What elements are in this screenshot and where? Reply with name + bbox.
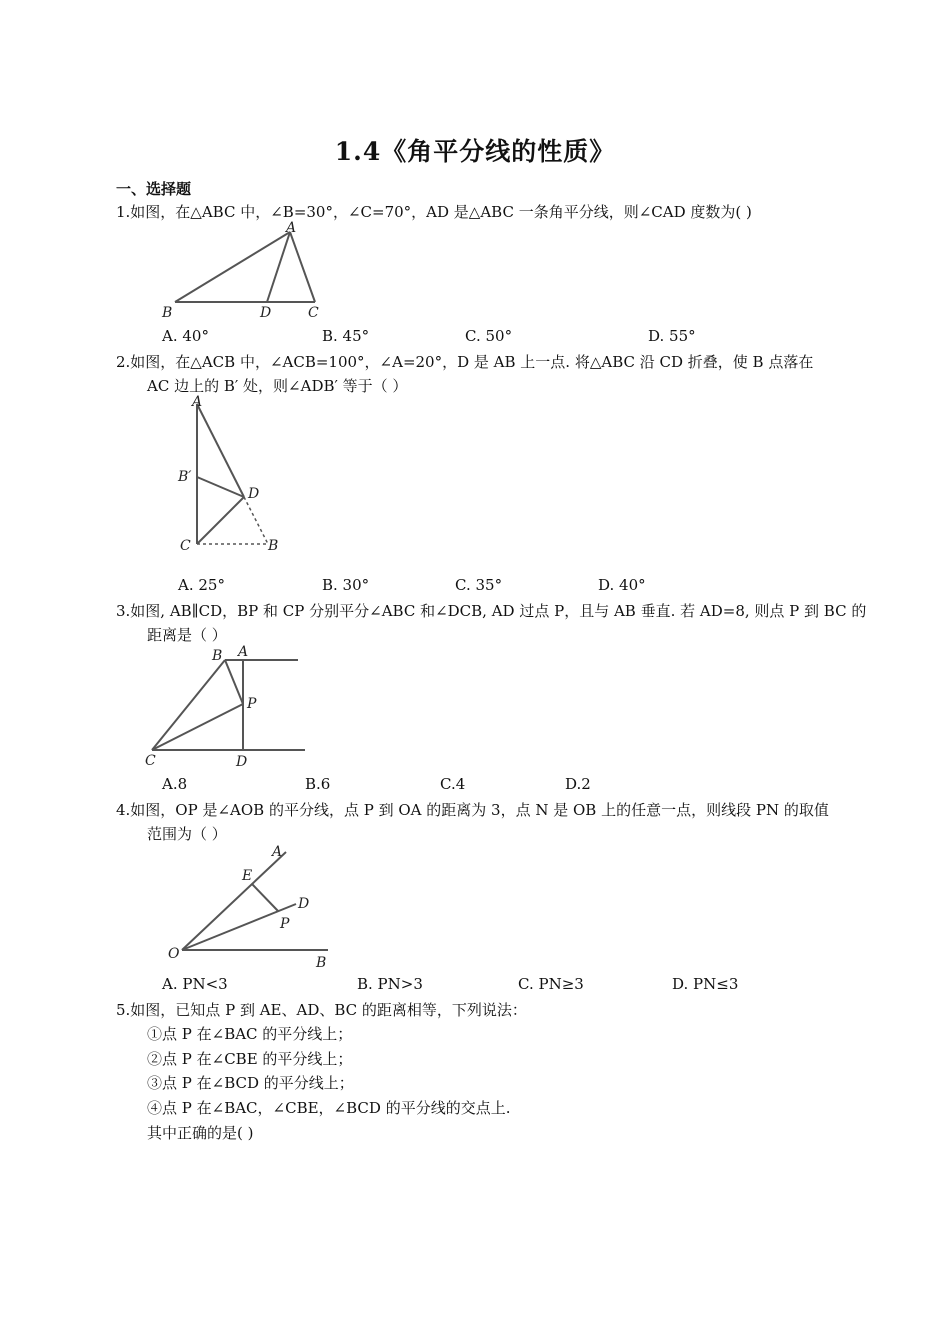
q3-label-d: D [236,754,248,770]
q2-option-a: A. 25° [178,576,225,594]
q4-option-a: A. PN<3 [162,975,228,993]
q3-figure [140,642,310,770]
q1-text: 1.如图，在△ABC 中，∠B=30°，∠C=70°，AD 是△ABC 一条角平分线，则∠CAD 度数为( ) [116,203,752,221]
q3-label-b: B [212,648,223,664]
page-title: 1.4《角平分线的性质》 [334,137,616,166]
q3-text-line2: 距离是（ ） [147,626,227,644]
q2-figure [170,392,290,562]
q2-text-line1: 2.如图，在△ACB 中，∠ACB=100°，∠A=20°，D 是 AB 上一点. 将△ABC 沿 CD 折叠，使 B 点落在 [116,353,814,371]
q4-text-line2: 范围为（ ） [147,825,227,843]
q5-statement-2: ②点 P 在∠CBE 的平分线上； [147,1050,353,1068]
q4-text-line1: 4.如图，OP 是∠AOB 的平分线，点 P 到 OA 的距离为 3，点 N 是 OB 上的任意一点，则线段 PN 的取值 [116,801,829,819]
q4-option-d: D. PN≤3 [672,975,739,993]
q2-text-line2: AC 边上的 B′ 处，则∠ADB′ 等于（ ） [147,377,408,395]
q5-statement-1: ①点 P 在∠BAC 的平分线上； [147,1025,353,1043]
q1-label-a: A [286,220,297,236]
q4-perpendicular-pe [252,884,278,911]
q2-segment-bpd [197,477,244,497]
q2-label-bprime: B′ [178,469,192,485]
q3-label-c: C [145,753,156,769]
q4-label-o: O [168,946,180,962]
q4-figure [160,840,340,972]
q3-label-p: P [247,696,257,712]
q1-option-a: A. 40° [162,327,209,345]
q1-option-d: D. 55° [648,327,696,345]
q2-option-d: D. 40° [598,576,646,594]
q1-label-c: C [308,305,319,321]
q1-option-c: C. 50° [465,327,513,345]
q1-figure [150,220,330,325]
q3-option-d: D.2 [565,775,591,793]
section-heading: 一、选择题 [116,180,192,198]
q4-label-e: E [242,868,253,884]
q4-label-p: P [280,916,290,932]
q4-ray-oa [182,852,286,950]
q2-dashed-db [244,497,268,544]
q3-segment-bp [225,660,243,704]
q1-side-ab [175,232,290,302]
q2-option-c: C. 35° [455,576,503,594]
q4-option-b: B. PN>3 [357,975,423,993]
q2-fold-cd [197,497,244,544]
q3-segment-bc [152,660,225,750]
q2-label-d: D [248,486,260,502]
q5-statement-3: ③点 P 在∠BCD 的平分线上； [147,1074,354,1092]
q3-option-b: B.6 [305,775,331,793]
q2-label-b: B [268,538,279,554]
q1-bisector-ad [267,232,290,302]
q3-segment-cp [152,704,243,750]
q2-segment-ad [197,404,244,497]
q5-question: 其中正确的是( ) [147,1124,254,1142]
q3-label-a: A [238,644,249,660]
q1-side-ac [290,232,315,302]
q5-statement-4: ④点 P 在∠BAC，∠CBE，∠BCD 的平分线的交点上. [147,1099,511,1117]
q2-label-a: A [192,394,203,410]
q3-option-a: A.8 [162,775,188,793]
q4-label-d: D [298,896,310,912]
q4-option-c: C. PN≥3 [518,975,584,993]
q3-option-c: C.4 [440,775,466,793]
q2-label-c: C [180,538,191,554]
q1-option-b: B. 45° [322,327,370,345]
q1-label-b: B [162,305,173,321]
q4-label-a: A [272,844,283,860]
q4-ray-od [182,904,296,950]
q1-label-d: D [260,305,272,321]
q3-text-line1: 3.如图, AB∥CD，BP 和 CP 分别平分∠ABC 和∠DCB, AD 过点 P，且与 AB 垂直. 若 AD=8, 则点 P 到 BC 的 [116,602,867,620]
q5-text: 5.如图，已知点 P 到 AE、AD、BC 的距离相等，下列说法： [116,1001,527,1019]
q2-option-b: B. 30° [322,576,370,594]
q4-label-b: B [316,955,327,971]
